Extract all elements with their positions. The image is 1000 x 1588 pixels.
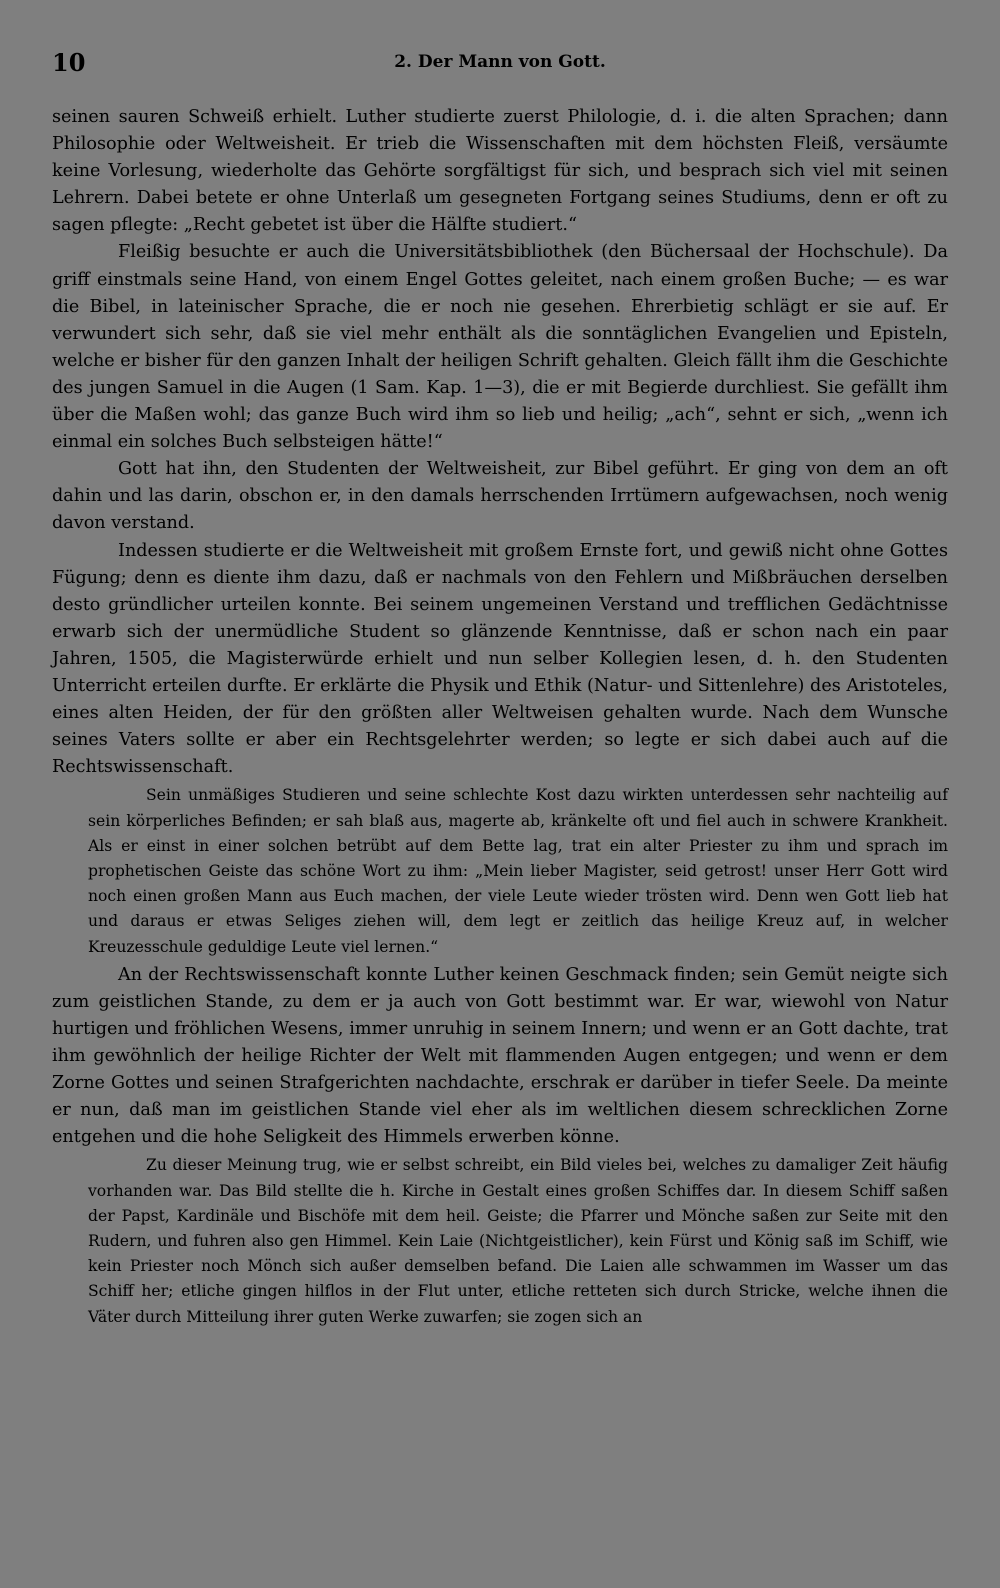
page-header <box>52 48 948 82</box>
small-print-paragraph: Sein unmäßiges Studieren und seine schlechte Kost dazu wirkten unterdessen sehr nachteilig auf sein körperliches Befinden; er sah blaß aus, magerte ab, kränkelte oft und fiel auch in schwere Krankheit. Als er einst in einer solchen betrübt auf dem Bette lag, trat ein alter Priester zu ihm und sprach im prophetischen Geiste das schöne Wort zu ihm: „Mein lieber Magister, seid getrost! unser Herr Gott wird noch einen großen Mann aus Euch machen, der viele Leute wieder trösten wird. Denn wen Gott lieb hat und daraus er etwas Seliges ziehen will, dem legt er zeitlich das heilige Kreuz auf, in welcher Kreuzesschule geduldige Leute viel lernen.“ <box>88 786 948 956</box>
running-head: 2. Der Mann von Gott. <box>394 52 606 72</box>
paragraph: An der Rechtswissenschaft konnte Luther keinen Geschmack finden; sein Gemüt neigte sich zum geistlichen Stande, zu dem er ja auch von Gott bestimmt war. Er war, wiewohl von Natur hurtigen und fröhlichen Wesens, immer unruhig in seinem Innern; und wenn er an Gott dachte, trat ihm gewöhnlich der heilige Richter der Welt mit flammenden Augen entgegen; und wenn er dem Zorne Gottes und seinen Strafgerichten nachdachte, erschrak er darüber in tiefer Seele. Da meinte er nun, daß man im geistlichen Stande viel eher als im weltlichen diesem schrecklichen Zorne entgehen und die hohe Seligkeit des Himmels erwerben könne. <box>52 964 948 1148</box>
body-text <box>52 104 948 1330</box>
page-number: 10 <box>52 48 86 77</box>
small-print-paragraph: Zu dieser Meinung trug, wie er selbst schreibt, ein Bild vieles bei, welches zu damaliger Zeit häufig vorhanden war. Das Bild stellte die h. Kirche in Gestalt eines großen Schiffes dar. In diesem Schiff saßen der Papst, Kardinäle und Bischöfe mit dem heil. Geiste; die Pfarrer und Mönche saßen zur Seite mit den Rudern, und fuhren also gen Himmel. Kein Laie (Nichtgeistlicher), kein Fürst und König saß im Schiff, wie kein Priester noch Mönch sich außer demselben befand. Die Laien alle schwammen im Wasser um das Schiff her; etliche gingen hilflos in der Flut unter, etliche retteten sich durch Stricke, welche ihnen die Väter durch Mitteilung ihrer guten Werke zuwarfen; sie zogen sich an <box>88 1156 948 1326</box>
paragraph: Fleißig besuchte er auch die Universitätsbibliothek (den Büchersaal der Hochschule). Da griff einstmals seine Hand, von einem Engel Gottes geleitet, nach einem großen Buche; — es war die Bibel, in lateinischer Sprache, die er noch nie gesehen. Ehrerbietig schlägt er sie auf. Er verwundert sich sehr, daß sie viel mehr enthält als die sonntäglichen Evangelien und Episteln, welche er bisher für den ganzen Inhalt der heiligen Schrift gehalten. Gleich fällt ihm die Geschichte des jungen Samuel in die Augen (1 Sam. Kap. 1—3), die er mit Begierde durchliest. Sie gefällt ihm über die Maßen wohl; das ganze Buch wird ihm so lieb und heilig; „ach“, sehnt er sich, „wenn ich einmal ein solches Buch selbsteigen hätte!“ <box>52 242 948 453</box>
paragraph-continuation: seinen sauren Schweiß erhielt. Luther studierte zuerst Philologie, d. i. die alten Sprachen; dann Philosophie oder Weltweisheit. Er trieb die Wissenschaften mit dem höchsten Fleiß, versäumte keine Vorlesung, wiederholte das Gehörte sorgfältigst für sich, und besprach sich viel mit seinen Lehrern. Dabei betete er ohne Unterlaß um gesegneten Fortgang seines Studiums, denn er oft zu sagen pflegte: „Recht gebetet ist über die Hälfte studiert.“ <box>52 107 948 236</box>
paragraph: Gott hat ihn, den Studenten der Weltweisheit, zur Bibel geführt. Er ging von dem an oft dahin und las darin, obschon er, in den damals herrschenden Irrtümern aufgewachsen, noch wenig davon verstand. <box>52 459 948 534</box>
paragraph: Indessen studierte er die Weltweisheit mit großem Ernste fort, und gewiß nicht ohne Gottes Fügung; denn es diente ihm dazu, daß er nachmals von den Fehlern und Mißbräuchen derselben desto gründlicher urteilen konnte. Bei seinem ungemeinen Verstand und trefflichen Gedächtnisse erwarb sich der unermüdliche Student so glänzende Kenntnisse, daß er schon nach ein paar Jahren, 1505, die Magisterwürde erhielt und nun selber Kollegien lesen, d. h. den Studenten Unterricht erteilen durfte. Er erklärte die Physik und Ethik (Natur- und Sittenlehre) des Aristoteles, eines alten Heiden, der für den größten aller Weltweisen gehalten wurde. Nach dem Wunsche seines Vaters sollte er aber ein Rechtsgelehrter werden; so legte er sich dabei auch auf die Rechtswissenschaft. <box>52 540 948 778</box>
